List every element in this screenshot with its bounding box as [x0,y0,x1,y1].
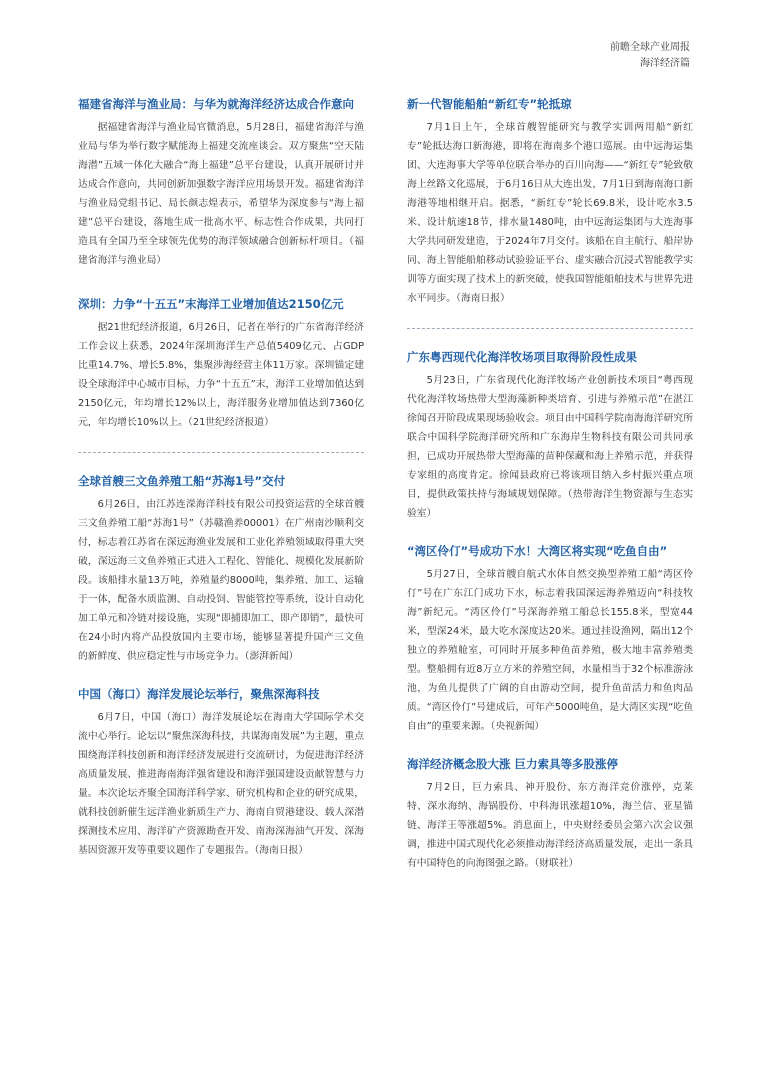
article-title: 中国（海口）海洋发展论坛举行，聚焦深海科技 [78,687,320,701]
article-wanqu-lingding-launch [407,543,693,736]
article-body: 6月26日，由江苏连溁海洋科技有限公司投资运营的全球首艘三文鱼养殖工船“苏海1号”（苏赣渔养00001）在广州南沙顺利交付，标志着江苏省在深远海渔业发展和工业化养殖领域取得重大突破，深远海三文鱼养殖正式进入工程化、智能化、规模化发展新阶段。该船排水量13万吨，养殖量约8000吨，集养殖、加工、运输于一体，配备水质监测、自动投饲、智能管控等系统，设计自动化加工单元和冷链对接设施，实现“即捕即加工、即产即销”，最快可在24小时内将产品投放国内主要市场，能够显著提升国产三文鱼的新鲜度、供应稳定性与市场竞争力。（澎湃新闻） [78,499,364,662]
page-header [610,40,690,72]
header-series-title: 前瞻全球产业周报 [610,42,690,53]
article-body: 7月2日，巨力索具、神开股份、东方海洋竞价涨停，克莱特、深水海纳、海锅股份、中科海讯涨超10%，海兰信、亚星锚链、海洋王等涨超5%。消息面上，中央财经委员会第六次会议强调，推进中国式现代化必须推动海洋经济高质量发展，走出一条具有中国特色的向海图强之路。（财联社） [407,782,693,869]
article-xinhongzhuan-ship [407,96,693,308]
article-body: 6月7日，中国（海口）海洋发展论坛在海南大学国际学术交流中心举行。论坛以“聚焦深海科技，共谋海南发展”为主题，重点围绕海洋科技创新和海洋经济发展进行交流研讨，为促进海洋经济高质量发展、推进海南海洋强省建设和海洋强国建设贡献智慧与力量。本次论坛齐聚全国海洋科学家、研究机构和企业的研究成果，就科技创新催生远洋渔业新质生产力、海南自贸港建设、载人深潜探测技术应用、海洋矿产资源勘查开发、南海深海油气开发、深海基因资源开发等重要议题作了专题报告。（海南日报） [78,712,364,856]
article-body: 5月23日，广东省现代化海洋牧场产业创新技术项目“粤西现代化海洋牧场热带大型海藻新种类培育、引进与养殖示范”在湛江徐闻召开阶段成果现场验收会。项目由中国科学院南海海洋研究所联合中国科学院海洋研究所和广东海岸生物科技有限公司共同承担，已成功开展热带大型海藻的苗种保藏和海上养殖示范，并获得专家组的高度肯定。徐闻县政府已将该项目纳入乡村振兴重点项目，提供政策扶持与海域规划保障。（热带海洋生物资源与生态实验室） [407,375,693,519]
article-marine-stocks-surge [407,756,693,873]
article-title: 广东粤西现代化海洋牧场项目取得阶段性成果 [407,350,637,364]
article-fujian-huawei [78,96,364,270]
article-title: 新一代智能船舶“新红专”轮抵琼 [407,97,572,111]
article-title: “湾区伶仃”号成功下水！大湾区将实现“吃鱼自由” [407,544,668,558]
right-column [407,96,693,873]
left-column [78,96,364,860]
article-title: 福建省海洋与渔业局：与华为就海洋经济达成合作意向 [78,97,354,111]
article-suhai-1-delivery [78,473,364,666]
article-body: 5月27日，全球首艘自航式水体自然交换型养殖工船“湾区伶仃”号在广东江门成功下水，标志着我国深远海养殖迈向“科技牧海”新纪元。“湾区伶仃”号深海养殖工船总长155.8米，型宽44米，型深24米，最大吃水深度达20米。通过挂设渔网，隔出12个独立的养殖舱室，可同时开展多种鱼苗养殖，极大地丰富养殖类型。整船拥有近8万立方米的养殖空间，水量相当于32个标准游泳池，为鱼儿提供了广阔的自由游动空间，提升鱼苗活力和鱼肉品质。“湾区伶仃”号建成后，可年产5000吨鱼，是大湾区实现“吃鱼自由”的重要来源。（央视新闻） [407,569,693,732]
article-title: 全球首艘三文鱼养殖工船“苏海1号”交付 [78,474,286,488]
article-shenzhen-marine-industry [78,296,364,432]
article-body: 7月1日上午，全球首艘智能研究与教学实训两用船“新红专”轮抵达海口新海港，即将在海南多个港口巡展。由中远海运集团、大连海事大学等单位联合举办的百川向海——“新红专”轮致敬海上丝路文化巡展，于6月16日从大连出发，7月1日到海南海口新海港等地相继开启。据悉，“新红专”轮长69.8米，设计吃水3.5米、设计航速18节，排水量1480吨，由中远海运集团与大连海事大学共同研发建造，于2024年7月交付。该船在自主航行、船岸协同、海上智能船舶移动试验验证平台、虚实融合沉浸式智能教学实训等方面实现了技术上的新突破，使我国智能船舶技术与世界先进水平同步。（海南日报） [407,122,693,304]
header-section-title: 海洋经济篇 [640,58,690,69]
article-haikou-forum [78,686,364,860]
article-title: 海洋经济概念股大涨 巨力索具等多股涨停 [407,757,619,771]
article-body: 据福建省海洋与渔业局官微消息，5月28日，福建省海洋与渔业局与华为举行数字赋能海上福建交流座谈会。双方聚焦“空天陆海潜”五域一体化大融合“海上福建”总平台建设，认真开展研讨并达成合作意向，共同创新加强数字海洋应用场景开发。福建省海洋与渔业局党组书记、局长颜志煌表示，希望华为深度参与“海上福建”总平台建设，落地生成一批高水平、标志性合作成果，共同打造具有全国乃至全球领先优势的海洋领域融合创新标杆项目。（福建省海洋与渔业局） [78,122,364,266]
article-body: 据21世纪经济报道，6月26日，记者在举行的广东省海洋经济工作会议上获悉，2024年深圳海洋生产总值5409亿元、占GDP比重14.7%、增长5.8%，集聚涉海经营主体11万家。深圳锚定建设全球海洋中心城市目标，力争“十五五”末，海洋工业增加值达到2150亿元，年均增长12%以上，海洋服务业增加值达到7360亿元，年均增长10%以上。（21世纪经济报道） [78,322,364,428]
article-title: 深圳：力争“十五五”末海洋工业增加值达2150亿元 [78,297,344,311]
article-guangdong-ocean-ranch [407,349,693,523]
